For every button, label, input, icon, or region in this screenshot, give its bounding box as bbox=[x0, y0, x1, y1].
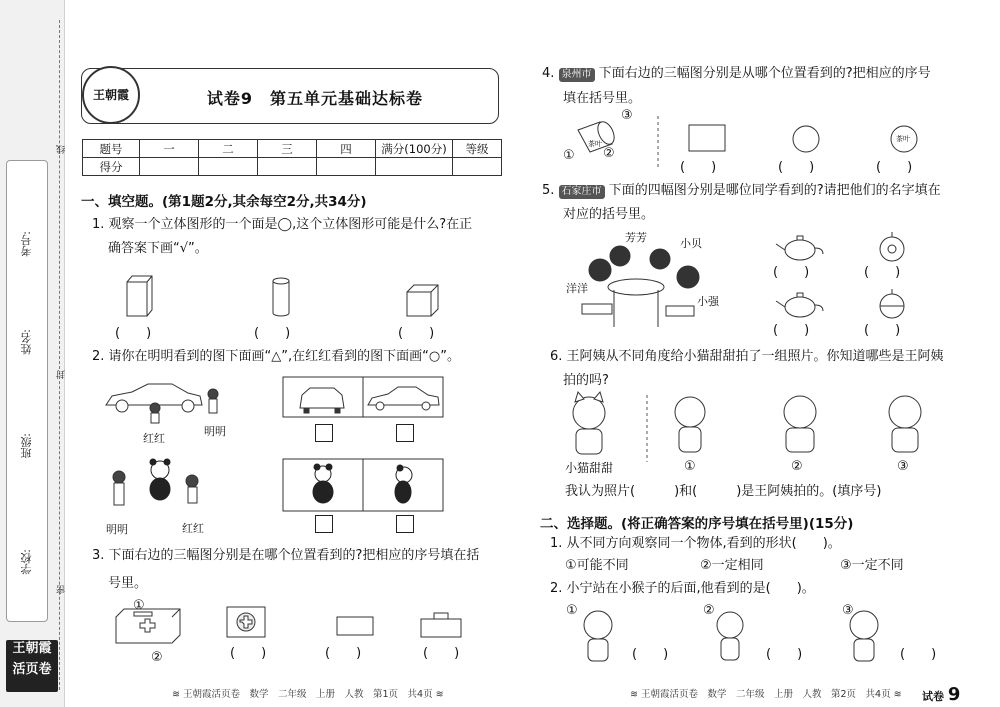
q2-answer-box-1[interactable] bbox=[315, 424, 333, 442]
girl-hong-figure-1 bbox=[150, 403, 160, 423]
kit-front-view bbox=[421, 613, 461, 637]
q1-answer-cylinder[interactable]: ( ) bbox=[254, 326, 291, 341]
q6-marker-3: ③ bbox=[897, 459, 909, 474]
q5-answer-1[interactable]: ( ) bbox=[773, 265, 810, 280]
teapot-view-1 bbox=[776, 236, 823, 260]
q2-answer-box-4[interactable] bbox=[396, 515, 414, 533]
score-header-cell: 三 bbox=[258, 140, 317, 158]
s2-q1-text: 1. 从不同方向观察同一个物体,看到的形状( )。 bbox=[550, 536, 841, 551]
s2-q2-text: 2. 小宁站在小猴子的后面,他看到的是( )。 bbox=[550, 581, 815, 596]
q4-city-badge: 泉州市 bbox=[559, 68, 595, 82]
q5-name-fangfang: 芳芳 bbox=[625, 231, 647, 244]
number-label: 考号: bbox=[20, 231, 33, 257]
score-header-cell: 二 bbox=[199, 140, 258, 158]
q4-text-line1: 4. 泉州市 下面右边的三幅图分别是从哪个位置看到的?把相应的序号 bbox=[542, 66, 931, 81]
seal-mark-top: 线 bbox=[57, 145, 67, 154]
q2-label-ming1: 明明 bbox=[204, 425, 226, 438]
s2-q2-marker-3: ③ bbox=[842, 603, 854, 618]
q1-text-line1: 1. 观察一个立体图形的一个面是◯,这个立体图形可能是什么?在正 bbox=[92, 217, 473, 232]
q3-marker-2: ② bbox=[151, 650, 163, 665]
children-table-scene bbox=[582, 246, 699, 327]
q5-name-xiaoqiang: 小强 bbox=[697, 295, 719, 308]
q3-marker-1: ① bbox=[133, 598, 145, 613]
section1-heading: 一、填空题。(第1题2分,其余每空2分,共34分) bbox=[81, 194, 367, 210]
q4-view-label: 茶叶 bbox=[896, 135, 910, 143]
kit-side-view bbox=[337, 617, 373, 635]
s2-q2-marker-2: ② bbox=[703, 603, 715, 618]
name-label: 姓名: bbox=[20, 329, 33, 355]
q5-answer-3[interactable]: ( ) bbox=[773, 323, 810, 338]
q6-cat-label: 小猫甜甜 bbox=[565, 461, 614, 475]
monkey-view-2 bbox=[717, 612, 743, 660]
q6-answer-line[interactable]: 我认为照片( )和( )是王阿姨拍的。(填序号) bbox=[565, 484, 882, 499]
boy-ming-figure-2 bbox=[113, 471, 125, 505]
s2-q1-option-c[interactable]: ③一定不同 bbox=[840, 558, 904, 573]
q1-answer-cuboid[interactable]: ( ) bbox=[115, 326, 152, 341]
q5-answer-2[interactable]: ( ) bbox=[864, 265, 901, 280]
cube-shape bbox=[407, 285, 438, 316]
q1-text-line2: 确答案下画“√”。 bbox=[108, 241, 208, 256]
q4-text-line2: 填在括号里。 bbox=[563, 91, 642, 106]
q4-answer-1[interactable]: ( ) bbox=[680, 160, 717, 175]
q5-text-line2: 对应的括号里。 bbox=[563, 207, 655, 222]
q3-text-line2: 号里。 bbox=[108, 576, 148, 591]
q4-answer-2[interactable]: ( ) bbox=[778, 160, 815, 175]
score-header-cell: 等级 bbox=[453, 140, 502, 158]
q6-text-line2: 拍的吗? bbox=[563, 373, 609, 388]
cat-photo-2 bbox=[784, 396, 816, 452]
cat-tiantian bbox=[573, 392, 605, 454]
q2-answer-box-2[interactable] bbox=[396, 424, 414, 442]
q3-answer-3[interactable]: ( ) bbox=[423, 646, 460, 661]
publisher-seal: 王朝霞 bbox=[82, 66, 140, 124]
seal-mark-bot: 密 bbox=[57, 585, 67, 594]
medical-kit bbox=[116, 609, 180, 643]
panda-side-view bbox=[395, 465, 412, 503]
brand-logo: 王朝霞 活页卷 bbox=[6, 640, 58, 692]
q2-text: 2. 请你在明明看到的图下面画“△”,在红红看到的图下面画“○”。 bbox=[92, 349, 460, 364]
monkey-view-1 bbox=[584, 611, 612, 661]
q5-text-line1: 5. 石家庄市 下面的四幅图分别是哪位同学看到的?请把他们的名字填在 bbox=[542, 183, 941, 198]
car-side-view bbox=[368, 387, 439, 410]
q2-label-hong2: 红红 bbox=[182, 522, 204, 535]
s2-q2-answer-2[interactable]: ( ) bbox=[766, 647, 803, 662]
tea-can-side-view bbox=[689, 125, 725, 151]
cat-photo-3 bbox=[889, 396, 921, 452]
score-row-label: 得分 bbox=[83, 158, 140, 176]
page-title: 试卷9 第五单元基础达标卷 bbox=[206, 89, 424, 108]
girl-hong-figure-2 bbox=[186, 475, 198, 503]
q3-text-line1: 3. 下面右边的三幅图分别是在哪个位置看到的?把相应的序号填在括 bbox=[92, 548, 480, 563]
q4-can-label: 茶叶 bbox=[588, 140, 602, 148]
s2-q2-answer-3[interactable]: ( ) bbox=[900, 647, 937, 662]
q4-marker-2: ② bbox=[603, 146, 615, 161]
score-header-cell: 题号 bbox=[83, 140, 140, 158]
class-label: 班级: bbox=[20, 433, 33, 459]
s2-q2-answer-1[interactable]: ( ) bbox=[632, 647, 669, 662]
q2-label-hong1: 红红 bbox=[143, 432, 165, 445]
school-label: 学校: bbox=[20, 549, 33, 575]
q5-answer-4[interactable]: ( ) bbox=[864, 323, 901, 338]
s2-q1-option-b[interactable]: ②一定相同 bbox=[700, 558, 764, 573]
q2-label-ming2: 明明 bbox=[106, 523, 128, 536]
q4-answer-3[interactable]: ( ) bbox=[876, 160, 913, 175]
score-header-cell: 一 bbox=[140, 140, 199, 158]
s2-q1-option-a[interactable]: ①可能不同 bbox=[565, 558, 629, 573]
q3-answer-1[interactable]: ( ) bbox=[230, 646, 267, 661]
q1-answer-cube[interactable]: ( ) bbox=[398, 326, 435, 341]
footer-left: ≋ 王朝霞活页卷 数学 二年级 上册 人教 第1页 共4页 ≋ bbox=[172, 689, 444, 700]
score-header-cell: 四 bbox=[317, 140, 376, 158]
q4-marker-3: ③ bbox=[621, 108, 633, 123]
q3-answer-2[interactable]: ( ) bbox=[325, 646, 362, 661]
paper-number: 9 bbox=[947, 684, 961, 705]
cuboid-shape bbox=[127, 276, 152, 316]
footer-right: ≋ 王朝霞活页卷 数学 二年级 上册 人教 第2页 共4页 ≋ bbox=[630, 689, 902, 700]
tea-can-top-view bbox=[793, 126, 819, 152]
q5-city-badge: 石家庄市 bbox=[559, 185, 605, 199]
score-header-cell: 满分(100分) bbox=[376, 140, 453, 158]
car-rear-view bbox=[300, 388, 344, 413]
paper-label: 试卷 9 bbox=[922, 684, 961, 705]
cat-photo-1 bbox=[675, 397, 705, 452]
boy-ming-figure-1 bbox=[208, 389, 218, 413]
q5-name-yangyang: 洋洋 bbox=[566, 282, 588, 295]
q5-name-xiaobei: 小贝 bbox=[680, 237, 702, 250]
teapot-view-2 bbox=[880, 232, 904, 261]
s2-q2-marker-1: ① bbox=[566, 603, 578, 618]
q4-marker-1: ① bbox=[563, 148, 575, 163]
section2-heading: 二、选择题。(将正确答案的序号填在括号里)(15分) bbox=[540, 516, 854, 532]
teapot-view-3 bbox=[776, 293, 823, 317]
monkey-view-3 bbox=[850, 611, 878, 661]
panda-front-view bbox=[313, 464, 333, 503]
q6-marker-2: ② bbox=[791, 459, 803, 474]
q6-marker-1: ① bbox=[684, 459, 696, 474]
panda-figure bbox=[150, 459, 170, 500]
kit-top-view bbox=[227, 607, 265, 637]
q2-answer-box-3[interactable] bbox=[315, 515, 333, 533]
seal-mark-mid: 封 bbox=[57, 370, 67, 379]
q6-text-line1: 6. 王阿姨从不同角度给小猫甜甜拍了一组照片。你知道哪些是王阿姨 bbox=[550, 349, 944, 364]
cylinder-shape bbox=[273, 278, 289, 316]
teapot-view-4 bbox=[880, 289, 904, 318]
